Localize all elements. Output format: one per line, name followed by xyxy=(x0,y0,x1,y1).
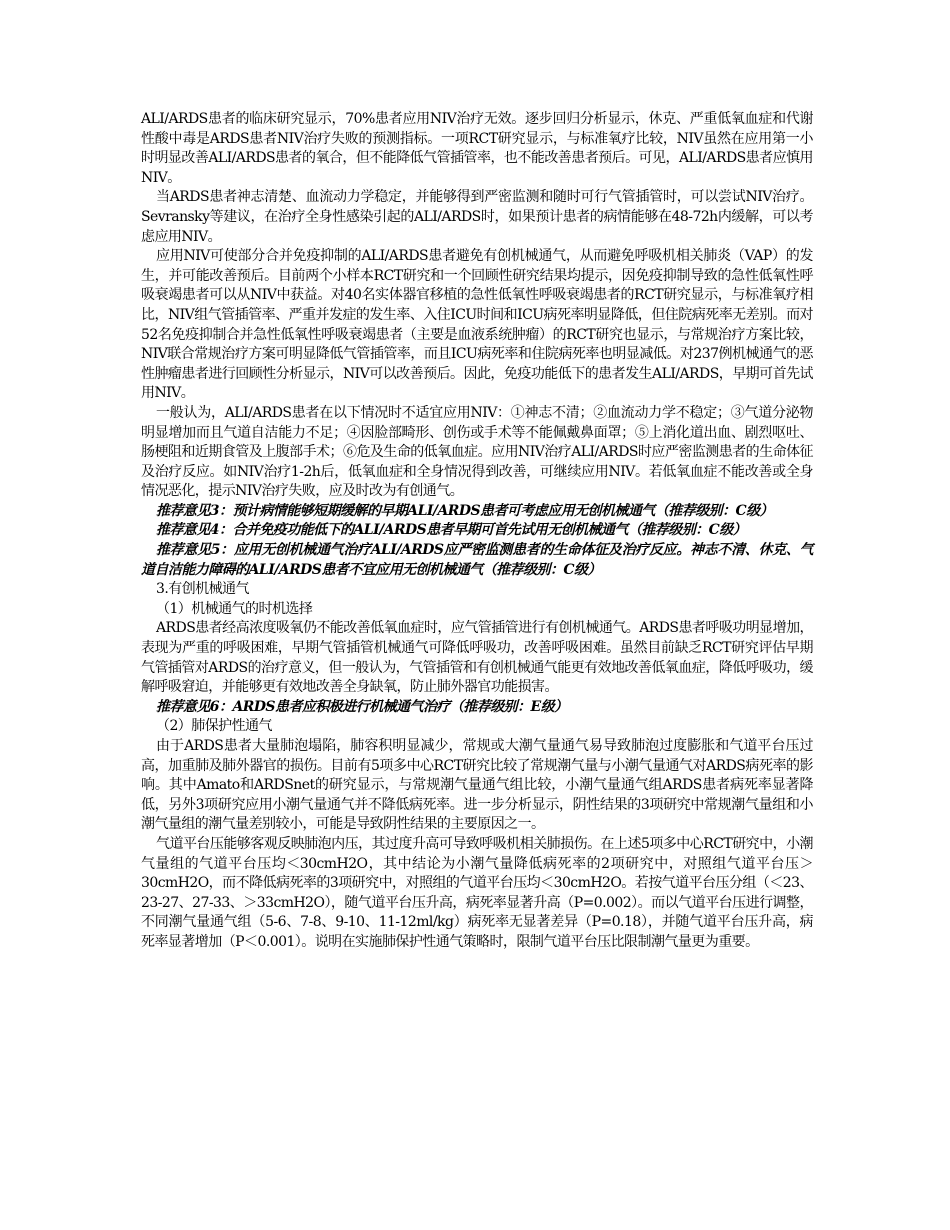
paragraph-ventilation-timing: ARDS患者经高浓度吸氧仍不能改善低氧血症时，应气管插管进行有创机械通气。ARDS患者呼吸功明显增加，表现为严重的呼吸困难，早期气管插管机械通气可降低呼吸功，改善呼吸困难。虽然目前缺乏RCT研究评估早期气管插管对ARDS的治疗意义，但一般认为，气管插管和有创机械通气能更有效地改善低氧血症，降低呼吸功，缓解呼吸窘迫，并能够更有效地改善全身缺氧，防止肺外器官功能损害。 xyxy=(141,620,813,696)
paragraph-niv-contraindications: 一般认为，ALI/ARDS患者在以下情况时不适宜应用NIV：①神志不清；②血流动力学不稳定；③气道分泌物明显增加而且气道自洁能力不足；④因脸部畸形、创伤或手术等不能佩戴鼻面罩；⑤上消化道出血、剧烈呕吐、肠梗阻和近期食管及上腹部手术；⑥危及生命的低氧血症。应用NIV治疗ALI/ARDS时应严密监测患者的生命体征及治疗反应。如NIV治疗1-2h后，低氧血症和全身情况得到改善，可继续应用NIV。若低氧血症不能改善或全身情况恶化，提示NIV治疗失败，应及时改为有创通气。 xyxy=(141,404,813,500)
section-heading-invasive-ventilation: 3.有创机械通气 xyxy=(156,581,249,598)
recommendation-5: 推荐意见5：应用无创机械通气治疗ALI/ARDS应严密监测患者的生命体征及治疗反应。神志不清、休克、气道自洁能力障碍的ALI/ARDS患者不宜应用无创机械通气（推荐级别：C级） xyxy=(141,542,813,578)
subsection-heading-timing: （1）机械通气的时机选择 xyxy=(156,600,313,617)
paragraph-tidal-volume: 由于ARDS患者大量肺泡塌陷，肺容积明显减少，常规或大潮气量通气易导致肺泡过度膨胀和气道平台压过高，加重肺及肺外器官的损伤。目前有5项多中心RCT研究比较了常规潮气量与小潮气量通气对ARDS病死率的影响。其中Amato和ARDSnet的研究显示，与常规潮气量通气组比较，小潮气量通气组ARDS患者病死率显著降低，另外3项研究应用小潮气量通气并不降低病死率。进一步分析显示，阴性结果的3项研究中常规潮气量组和小潮气量组的潮气量差别较小，可能是导致阴性结果的主要原因之一。 xyxy=(141,738,813,833)
paragraph-niv-immunosuppression: 应用NIV可使部分合并免疫抑制的ALI/ARDS患者避免有创机械通气，从而避免呼吸机相关肺炎（VAP）的发生，并可能改善预后。目前两个小样本RCT研究和一个回顾性研究结果均提示，因免疫抑制导致的急性低氧性呼吸衰竭患者可以从NIV中获益。对40名实体器官移植的急性低氧性呼吸衰竭患者的RCT研究显示，与标准氧疗相比，NIV组气管插管率、严重并发症的发生率、入住ICU时间和ICU病死率明显降低，但住院病死率无差别。而对52名免疫抑制合并急性低氧性呼吸衰竭患者（主要是血液系统肿瘤）的RCT研究也显示，与常规治疗方案比较，NIV联合常规治疗方案可明显降低气管插管率，而且ICU病死率和住院病死率也明显减低。对237例机械通气的恶性肿瘤患者进行回顾性分析显示，NIV可以改善预后。因此，免疫功能低下的患者发生ALI/ARDS，早期可首先试用NIV。 xyxy=(141,248,813,402)
recommendation-3: 推荐意见3：预计病情能够短期缓解的早期ALI/ARDS患者可考虑应用无创机械通气（推荐级别：C级） xyxy=(156,502,774,519)
paragraph-plateau-pressure: 气道平台压能够客观反映肺泡内压，其过度升高可导致呼吸机相关肺损伤。在上述5项多中心RCT研究中，小潮气量组的气道平台压均＜30cmH2O，其中结论为小潮气量降低病死率的2项研究中，对照组气道平台压＞30cmH2O，而不降低病死率的3项研究中，对照组的气道平台压均＜30cmH2O。若按气道平台压分组（＜23、23-27、27-33、＞33cmH2O），随气道平台压升高，病死率显著升高（P=0.002）。而以气道平台压进行调整，不同潮气量通气组（5-6、7-8、9-10、11-12ml/kg）病死率无显著差异（P=0.18），并随气道平台压升高，病死率显著增加（P＜0.001）。说明在实施肺保护性通气策略时，限制气道平台压比限制潮气量更为重要。 xyxy=(141,835,813,950)
recommendation-6: 推荐意见6：ARDS患者应积极进行机械通气治疗（推荐级别：E级） xyxy=(156,698,568,715)
paragraph-niv-ineffective: ALI/ARDS患者的临床研究显示，70%患者应用NIV治疗无效。逐步回归分析显示，休克、严重低氧血症和代谢性酸中毒是ARDS患者NIV治疗失败的预测指标。一项RCT研究显示，与标准氧疗比较，NIV虽然在应用第一小时明显改善ALI/ARDS患者的氧合，但不能降低气管插管率，也不能改善患者预后。可见，ALI/ARDS患者应慎用NIV。 xyxy=(141,111,813,186)
recommendation-4: 推荐意见4：合并免疫功能低下的ALI/ARDS患者早期可首先试用无创机械通气（推荐级别：C级） xyxy=(156,522,747,539)
subsection-heading-lung-protective: （2）肺保护性通气 xyxy=(156,718,272,735)
document-page xyxy=(141,110,813,953)
paragraph-niv-trial-conditions: 当ARDS患者神志清楚、血流动力学稳定，并能够得到严密监测和随时可行气管插管时，可以尝试NIV治疗。Sevransky等建议，在治疗全身性感染引起的ALI/ARDS时，如果预计患者的病情能够在48-72h内缓解，可以考虑应用NIV。 xyxy=(141,189,813,245)
